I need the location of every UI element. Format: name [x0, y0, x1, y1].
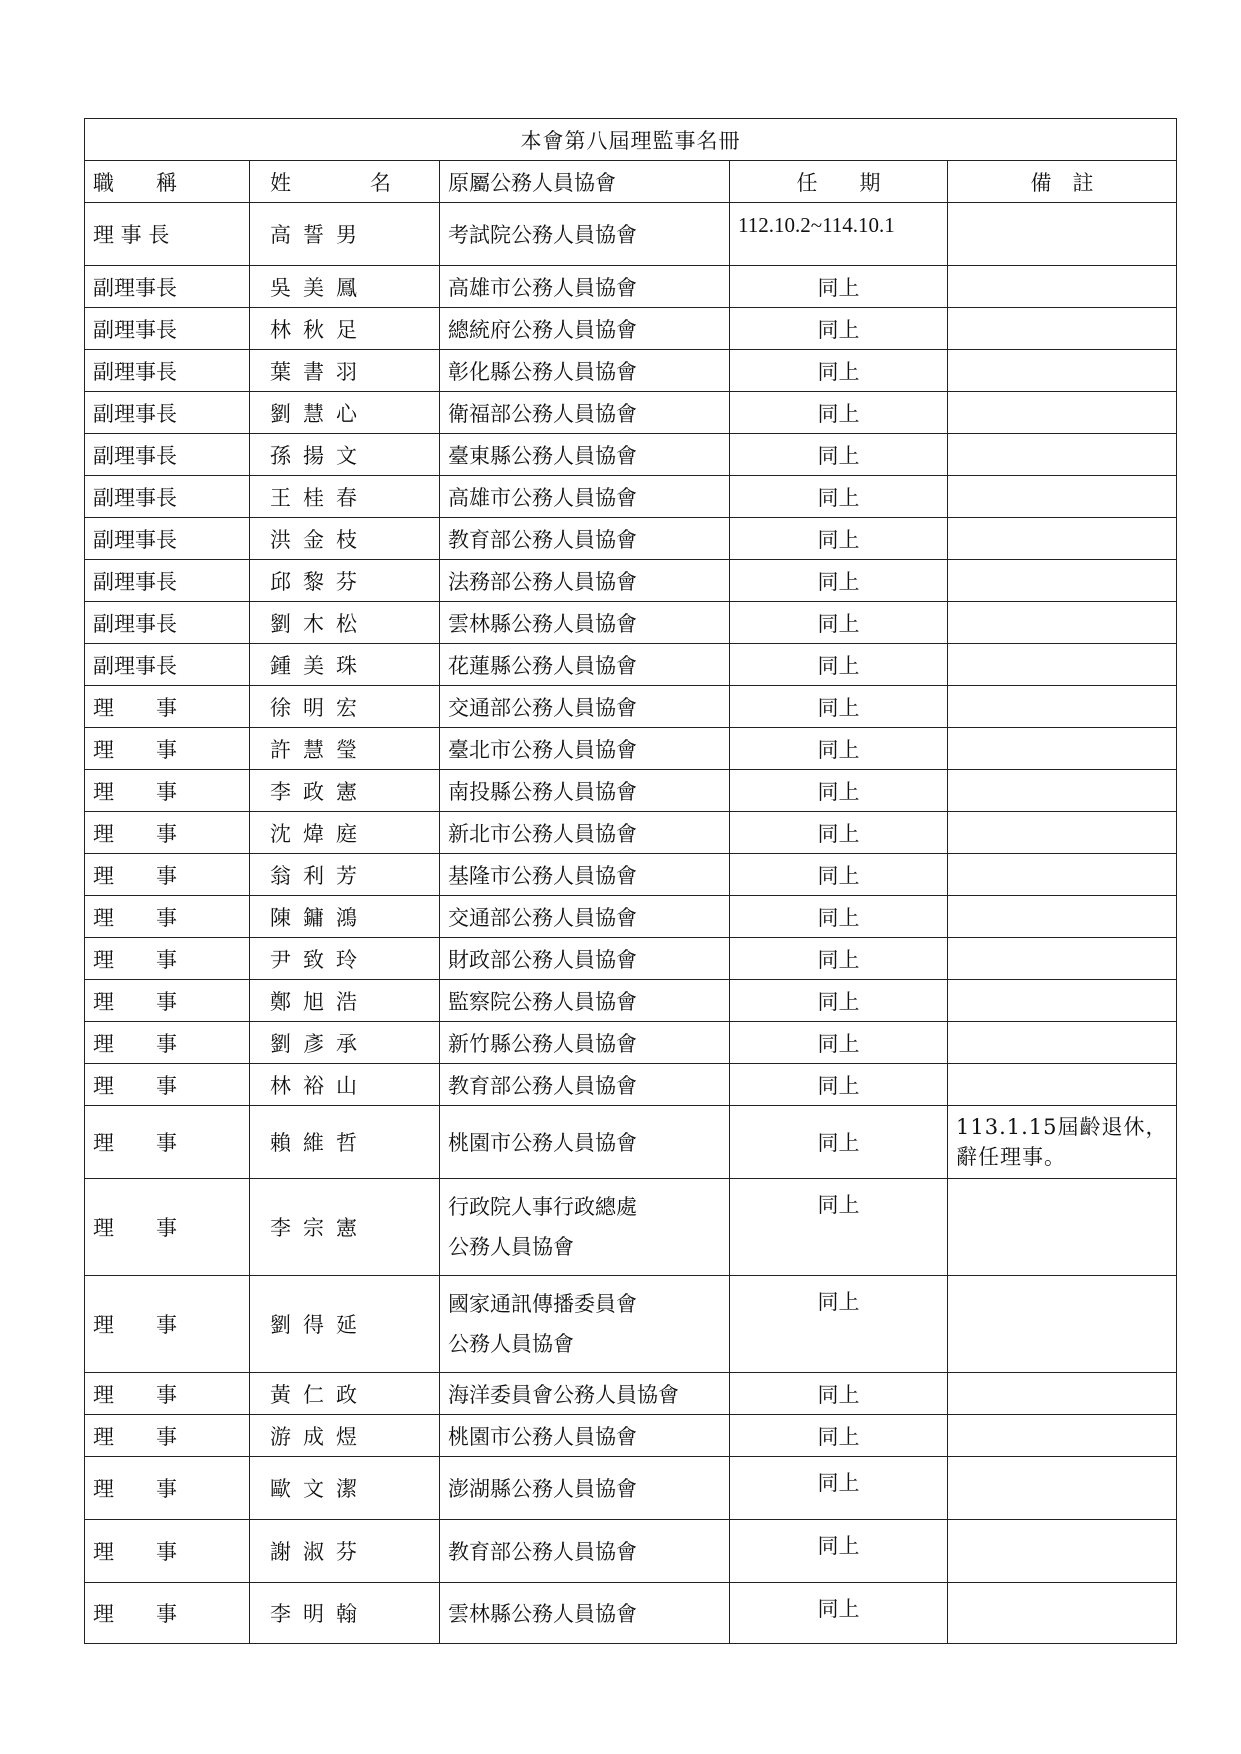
position-cell: 理 事: [85, 938, 250, 980]
table-row: [85, 770, 1177, 812]
position-cell: 副理事長: [85, 560, 250, 602]
association-cell: 高雄市公務人員協會: [440, 266, 730, 308]
term-cell: 同上: [730, 644, 948, 686]
table-row: [85, 203, 1177, 266]
name-cell: 李政憲: [250, 770, 440, 812]
name-cell: 劉得延: [250, 1276, 440, 1373]
position-cell: 副理事長: [85, 350, 250, 392]
remark-cell: [948, 1415, 1177, 1457]
name-cell: 鄭旭浩: [250, 980, 440, 1022]
name-cell: 洪金枝: [250, 518, 440, 560]
name-cell: 劉慧心: [250, 392, 440, 434]
header-remarks: 備 註: [948, 161, 1177, 203]
term-cell: 同上: [730, 1373, 948, 1415]
name-cell: 許慧瑩: [250, 728, 440, 770]
roster-table: [84, 118, 1177, 1644]
table-row: [85, 1276, 1177, 1373]
name-cell: 高誓男: [250, 203, 440, 266]
name-cell: 吳美鳳: [250, 266, 440, 308]
association-cell: 澎湖縣公務人員協會: [440, 1457, 730, 1520]
association-cell: 彰化縣公務人員協會: [440, 350, 730, 392]
table-row: [85, 854, 1177, 896]
remark-cell: [948, 602, 1177, 644]
table-row: [85, 1022, 1177, 1064]
association-cell: 臺北市公務人員協會: [440, 728, 730, 770]
remark-cell: [948, 1179, 1177, 1276]
position-cell: 理 事: [85, 1373, 250, 1415]
table-row: [85, 896, 1177, 938]
header-term: 任 期: [730, 161, 948, 203]
table-row: [85, 560, 1177, 602]
term-cell: 同上: [730, 308, 948, 350]
term-cell: 同上: [730, 770, 948, 812]
remark-cell: [948, 1520, 1177, 1583]
table-row: [85, 980, 1177, 1022]
name-cell: 歐文潔: [250, 1457, 440, 1520]
position-cell: 理 事: [85, 1457, 250, 1520]
name-cell: 李明翰: [250, 1583, 440, 1644]
association-cell: 海洋委員會公務人員協會: [440, 1373, 730, 1415]
term-cell: 同上: [730, 1520, 948, 1583]
name-cell: 林秋足: [250, 308, 440, 350]
association-cell: 新北市公務人員協會: [440, 812, 730, 854]
association-cell: 監察院公務人員協會: [440, 980, 730, 1022]
name-cell: 黃仁政: [250, 1373, 440, 1415]
term-cell: 同上: [730, 434, 948, 476]
name-cell: 翁利芳: [250, 854, 440, 896]
association-cell: 法務部公務人員協會: [440, 560, 730, 602]
table-row: [85, 434, 1177, 476]
term-cell: 同上: [730, 1276, 948, 1373]
position-cell: 理 事: [85, 854, 250, 896]
remark-cell: [948, 1373, 1177, 1415]
table-row: [85, 602, 1177, 644]
term-cell: 同上: [730, 896, 948, 938]
position-cell: 副理事長: [85, 434, 250, 476]
term-cell: 同上: [730, 1415, 948, 1457]
name-cell: 孫揚文: [250, 434, 440, 476]
remark-cell: [948, 812, 1177, 854]
position-cell: 理 事: [85, 1276, 250, 1373]
name-cell: 劉彥承: [250, 1022, 440, 1064]
table-row: [85, 1373, 1177, 1415]
position-cell: 副理事長: [85, 308, 250, 350]
term-cell: 同上: [730, 350, 948, 392]
position-cell: 理 事: [85, 728, 250, 770]
association-cell: 衛福部公務人員協會: [440, 392, 730, 434]
term-cell: 同上: [730, 518, 948, 560]
term-cell: 同上: [730, 938, 948, 980]
remark-cell: [948, 350, 1177, 392]
position-cell: 副理事長: [85, 476, 250, 518]
table-row: [85, 1415, 1177, 1457]
remark-cell: [948, 938, 1177, 980]
header-name: 姓 名: [250, 161, 440, 203]
term-cell: 同上: [730, 476, 948, 518]
name-cell: 沈煒庭: [250, 812, 440, 854]
position-cell: 理 事: [85, 1415, 250, 1457]
name-cell: 劉木松: [250, 602, 440, 644]
position-cell: 理 事 長: [85, 203, 250, 266]
remark-cell: [948, 896, 1177, 938]
header-association: 原屬公務人員協會: [440, 161, 730, 203]
title-row: [85, 119, 1177, 161]
position-cell: 理 事: [85, 1179, 250, 1276]
association-cell: 考試院公務人員協會: [440, 203, 730, 266]
association-cell: 交通部公務人員協會: [440, 686, 730, 728]
position-cell: 理 事: [85, 1022, 250, 1064]
remark-cell: [948, 854, 1177, 896]
term-cell: 同上: [730, 980, 948, 1022]
term-cell: 同上: [730, 1179, 948, 1276]
table-row: [85, 1520, 1177, 1583]
term-cell: 112.10.2~114.10.1: [730, 203, 948, 266]
name-cell: 游成煜: [250, 1415, 440, 1457]
header-row: [85, 161, 1177, 203]
association-cell: 教育部公務人員協會: [440, 1520, 730, 1583]
position-cell: 理 事: [85, 812, 250, 854]
term-cell: 同上: [730, 1064, 948, 1106]
position-cell: 理 事: [85, 1520, 250, 1583]
remark-cell: [948, 1457, 1177, 1520]
name-cell: 葉書羽: [250, 350, 440, 392]
remark-cell: [948, 518, 1177, 560]
association-cell: 行政院人事行政總處 公務人員協會: [440, 1179, 730, 1276]
association-cell: 國家通訊傳播委員會 公務人員協會: [440, 1276, 730, 1373]
remark-cell: [948, 1276, 1177, 1373]
term-cell: 同上: [730, 1106, 948, 1179]
name-cell: 林裕山: [250, 1064, 440, 1106]
table-row: [85, 938, 1177, 980]
position-cell: 理 事: [85, 980, 250, 1022]
position-cell: 副理事長: [85, 266, 250, 308]
association-cell: 桃園市公務人員協會: [440, 1106, 730, 1179]
association-cell: 雲林縣公務人員協會: [440, 1583, 730, 1644]
position-cell: 理 事: [85, 896, 250, 938]
table-row: [85, 1179, 1177, 1276]
table-row: [85, 392, 1177, 434]
association-cell: 高雄市公務人員協會: [440, 476, 730, 518]
table-title: 本會第八屆理監事名冊: [85, 119, 1177, 161]
name-cell: 王桂春: [250, 476, 440, 518]
remark-cell: [948, 476, 1177, 518]
association-cell: 雲林縣公務人員協會: [440, 602, 730, 644]
position-cell: 副理事長: [85, 602, 250, 644]
term-cell: 同上: [730, 686, 948, 728]
table-row: [85, 812, 1177, 854]
table-row: [85, 1583, 1177, 1644]
remark-cell: [948, 1064, 1177, 1106]
header-position: 職 稱: [85, 161, 250, 203]
association-cell: 財政部公務人員協會: [440, 938, 730, 980]
name-cell: 鍾美珠: [250, 644, 440, 686]
term-cell: 同上: [730, 728, 948, 770]
remark-cell: [948, 266, 1177, 308]
remark-cell: [948, 1583, 1177, 1644]
position-cell: 理 事: [85, 1583, 250, 1644]
association-cell: 桃園市公務人員協會: [440, 1415, 730, 1457]
association-cell: 教育部公務人員協會: [440, 518, 730, 560]
position-cell: 副理事長: [85, 392, 250, 434]
association-cell: 臺東縣公務人員協會: [440, 434, 730, 476]
remark-cell: [948, 728, 1177, 770]
remark-cell: [948, 770, 1177, 812]
association-cell: 基隆市公務人員協會: [440, 854, 730, 896]
table-row: [85, 266, 1177, 308]
name-cell: 李宗憲: [250, 1179, 440, 1276]
name-cell: 尹致玲: [250, 938, 440, 980]
term-cell: 同上: [730, 1457, 948, 1520]
name-cell: 陳鏞鴻: [250, 896, 440, 938]
association-cell: 交通部公務人員協會: [440, 896, 730, 938]
remark-cell: [948, 434, 1177, 476]
remark-cell: [948, 203, 1177, 266]
table-row: [85, 518, 1177, 560]
remark-cell: [948, 1022, 1177, 1064]
table-row: [85, 1064, 1177, 1106]
term-cell: 同上: [730, 392, 948, 434]
table-row: [85, 1457, 1177, 1520]
table-row: [85, 476, 1177, 518]
remark-cell: [948, 644, 1177, 686]
name-cell: 邱黎芬: [250, 560, 440, 602]
table-row: [85, 728, 1177, 770]
term-cell: 同上: [730, 812, 948, 854]
name-cell: 徐明宏: [250, 686, 440, 728]
remark-cell: 113.1.15屆齡退休，辭任理事。: [948, 1106, 1177, 1179]
position-cell: 理 事: [85, 770, 250, 812]
table-row: [85, 308, 1177, 350]
position-cell: 理 事: [85, 686, 250, 728]
association-cell: 教育部公務人員協會: [440, 1064, 730, 1106]
table-row: [85, 686, 1177, 728]
remark-cell: [948, 980, 1177, 1022]
table-row: [85, 644, 1177, 686]
term-cell: 同上: [730, 602, 948, 644]
table-row: [85, 1106, 1177, 1179]
remark-cell: [948, 308, 1177, 350]
remark-cell: [948, 392, 1177, 434]
association-cell: 南投縣公務人員協會: [440, 770, 730, 812]
association-cell: 總統府公務人員協會: [440, 308, 730, 350]
position-cell: 理 事: [85, 1064, 250, 1106]
term-cell: 同上: [730, 1583, 948, 1644]
position-cell: 理 事: [85, 1106, 250, 1179]
term-cell: 同上: [730, 560, 948, 602]
position-cell: 副理事長: [85, 518, 250, 560]
name-cell: 謝淑芬: [250, 1520, 440, 1583]
association-cell: 花蓮縣公務人員協會: [440, 644, 730, 686]
remark-cell: [948, 686, 1177, 728]
table-row: [85, 350, 1177, 392]
term-cell: 同上: [730, 266, 948, 308]
association-cell: 新竹縣公務人員協會: [440, 1022, 730, 1064]
position-cell: 副理事長: [85, 644, 250, 686]
name-cell: 賴維哲: [250, 1106, 440, 1179]
remark-cell: [948, 560, 1177, 602]
term-cell: 同上: [730, 854, 948, 896]
term-cell: 同上: [730, 1022, 948, 1064]
